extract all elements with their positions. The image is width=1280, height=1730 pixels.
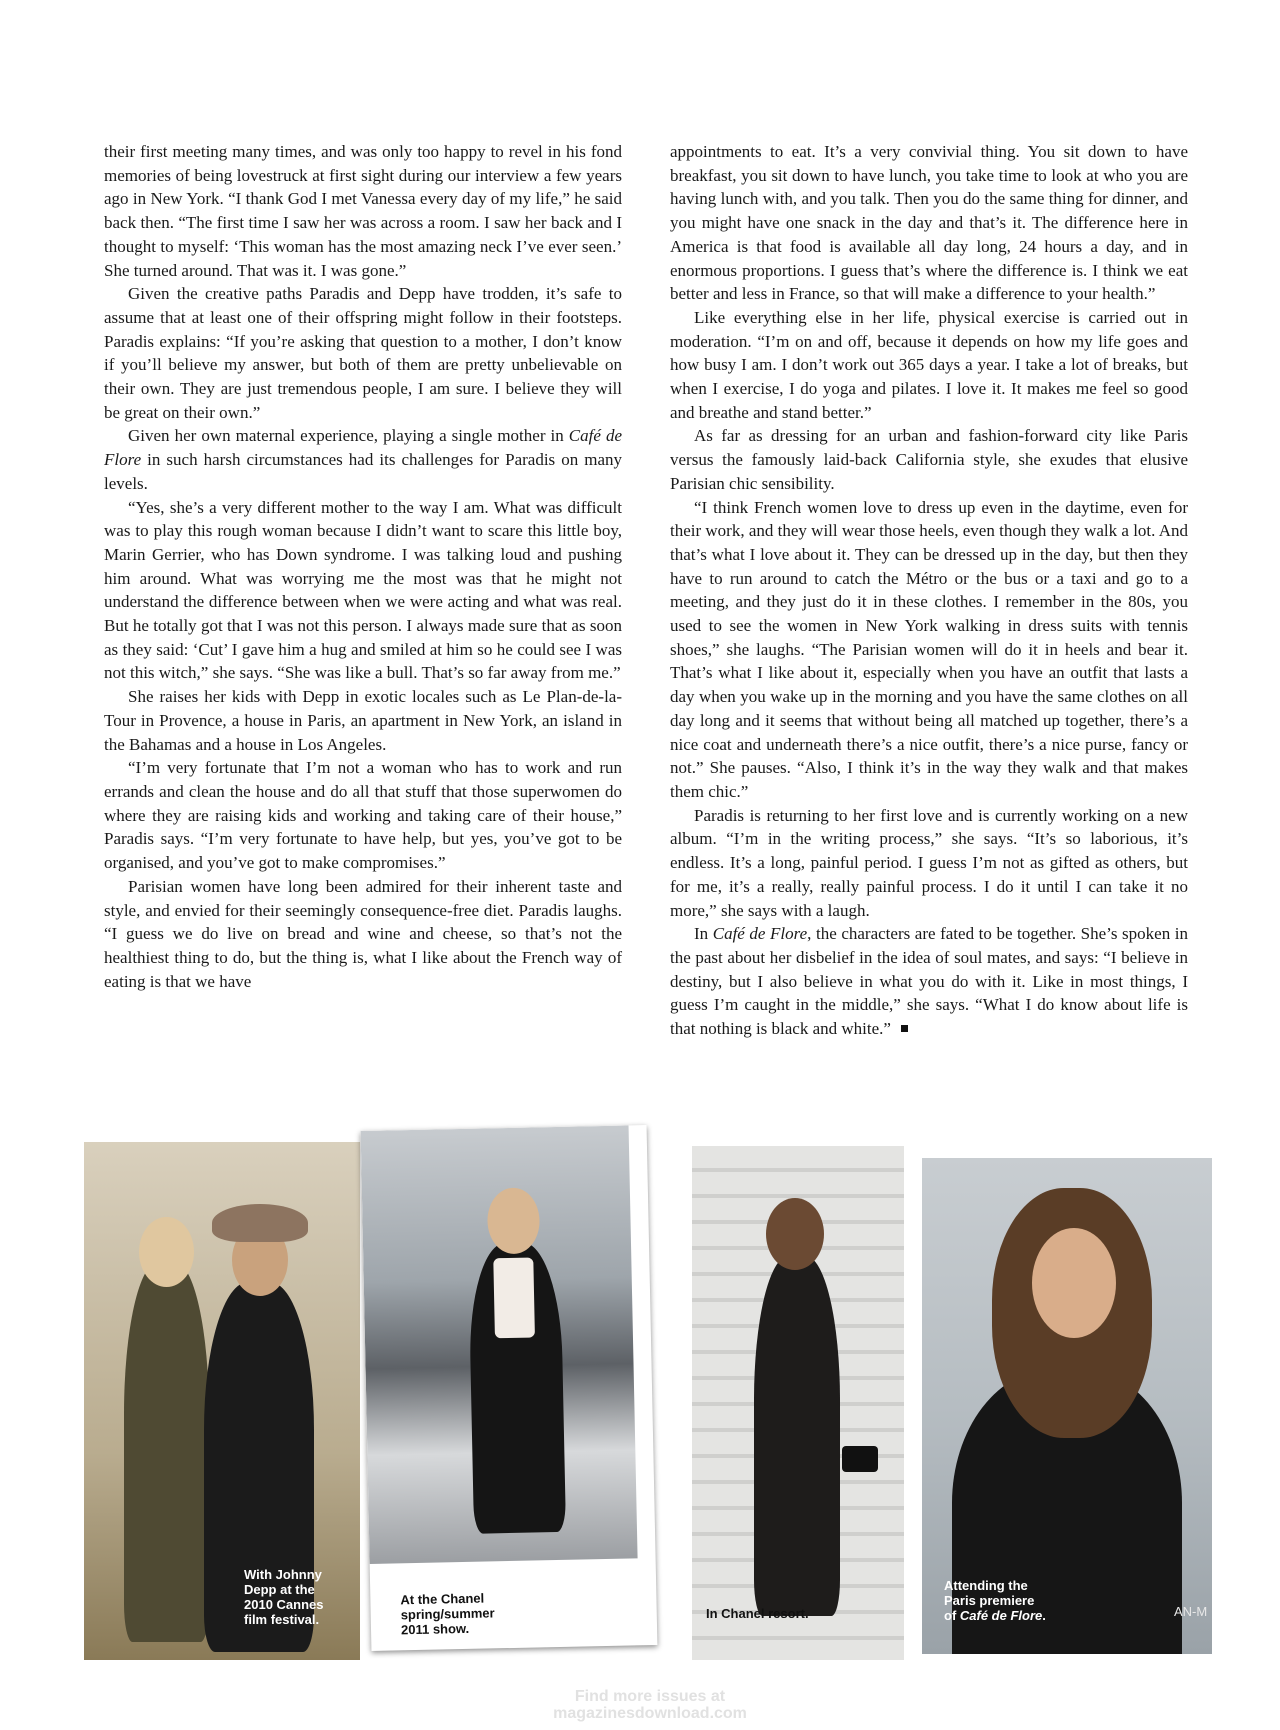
watermark: Find more issues at magazinesdownload.com bbox=[553, 1688, 747, 1722]
article-paragraph: Given her own maternal experience, playing a single mother in Café de Flore in such harsh circumstances had its challenges for Paradis on many levels. bbox=[104, 426, 622, 493]
article-paragraph-final bbox=[670, 922, 1188, 1041]
caption-resort: In Chanel resort. bbox=[706, 1606, 809, 1621]
article-paragraph: Given the creative paths Paradis and Depp have trodden, it’s safe to assume that at least one of their offspring might follow in their footsteps. Paradis explains: “If you’re asking that question to a mother, I don’t know if you’ll believe my answer, but both of them are pretty unbelievable on their own. They are just tremendous people, I am sure. I believe they will be great on their own.” bbox=[104, 284, 622, 422]
photo-cannes bbox=[84, 1142, 360, 1660]
final-paragraph-text: In Café de Flore, the characters are fated to be together. She’s spoken in the past about her disbelief in the idea of soul mates, and says: “I believe in destiny, but I also believe in what you do with it. Like in most things, I guess I’m caught in the middle,” she says. “What I do know about life is that nothing is black and white.” bbox=[670, 924, 1188, 1039]
article-paragraph: Like everything else in her life, physical exercise is carried out in moderation. “I’m on and off, because it depends on how my life goes and how busy I am. I don’t work out 365 days a year. I take a lot of breaks, but when I exercise, I do yoga and pilates. I love it. It makes me feel so good and breathe and stand better.” bbox=[670, 307, 1188, 422]
article-paragraph: appointments to eat. It’s a very convivial thing. You sit down to have breakfast, you sit down to have lunch, you take time to look at who you are having lunch with, and you talk. Then you do the same thing for dinner, and you might have one snack in the day and that’s it. The difference here in America is that food is available all day long, 24 hours a day, and in enormous proportions. I guess that’s where the difference is. I think we eat better and less in France, so that will make a difference to your health.” bbox=[670, 142, 1188, 304]
background-sign-text: AN-M bbox=[1174, 1604, 1208, 1619]
article-paragraph: “I’m very fortunate that I’m not a woman who has to work and run errands and clean the house and do all that stuff that those superwomen do where they are raising kids and working and taking care of their house,” Paradis says. “I’m very fortunate to have help, but yes, you’ve got to be organised, and you’ve got to make compromises.” bbox=[104, 758, 622, 873]
article-paragraph: She raises her kids with Depp in exotic locales such as Le Plan-de-la-Tour in Provence, a house in Paris, an apartment in New York, an island in the Bahamas and a house in Los Angeles. bbox=[104, 687, 622, 754]
figure-woman-black-dress bbox=[754, 1256, 840, 1616]
article-paragraph: As far as dressing for an urban and fashion-forward city like Paris versus the famously laid-back California style, she exudes that elusive Parisian chic sensibility. bbox=[670, 426, 1188, 493]
article-paragraph: their first meeting many times, and was only too happy to revel in his fond memories of being lovestruck at first sight during our interview a few years ago in New York. “I thank God I met Vanessa every day of my life,” he said back then. “The first time I saw her was across a room. I saw her back and I thought to myself: ‘This woman has the most amazing neck I’ve ever seen.’ She turned around. That was it. I was gone.” bbox=[104, 142, 622, 280]
figure-man-hat bbox=[212, 1204, 308, 1242]
figure-woman-head bbox=[766, 1198, 824, 1270]
figure-woman-face bbox=[1032, 1228, 1116, 1338]
figure-woman-head bbox=[139, 1217, 194, 1287]
caption-premiere: Attending the Paris premiere of Café de Flore. bbox=[944, 1578, 1046, 1623]
caption-cannes: With Johnny Depp at the 2010 Cannes film festival. bbox=[244, 1567, 324, 1627]
photo-chanel-show bbox=[361, 1125, 658, 1651]
chanel-bag-icon bbox=[842, 1446, 878, 1472]
photo-paris-premiere bbox=[922, 1158, 1212, 1654]
article-column-left bbox=[104, 140, 622, 993]
article-paragraph: “I think French women love to dress up even in the daytime, even for their work, and they will wear those heels, even though they walk a lot. And that’s what I love about it. They can be dressed up in the day, but then they have to run around to catch the Métro or the bus or a taxi and go to a meeting, and they just do it in these clothes. I remember in the 80s, you used to see the women in New York walking in dress suits with tennis shoes,” she laughs. “The Parisian women will do it in heels and bear it. That’s what I like about it, especially when you have an outfit that lasts a day when you wake up in the morning and you have the same clothes on all day long and it seems that without being all matched up together, there’s a nice coat and underneath there’s a nice outfit, there’s a nice purse, fancy or not.” She pauses. “Also, I think it’s in the way they walk and that makes them chic.” bbox=[670, 497, 1188, 801]
article-paragraph: “Yes, she’s a very different mother to the way I am. What was difficult was to play this rough woman because I didn’t want to scare this little boy, Marin Gerrier, who has Down syndrome. I was talking loud and pushing him around. What was worrying me the most was that he might not understand the difference between when we were acting and what was real. But he totally got that I was not this person. I always made sure that as soon as they said: ‘Cut’ I gave him a hug and smiled at him so he could see I was not this witch,” she says. “She was like a bull. That’s so far away from me.” bbox=[104, 497, 622, 683]
figure-woman bbox=[124, 1262, 209, 1642]
figure-white-blouse bbox=[493, 1257, 535, 1338]
article-paragraph: Parisian women have long been admired for their inherent taste and style, and envied for their seemingly consequence-free diet. Paradis laughs. “I guess we do live on bread and wine and cheese, so that’s not the healthiest thing to do, but the thing is, what I like about the French way of eating is that we have bbox=[104, 876, 622, 991]
article-column-right bbox=[670, 140, 1188, 1041]
article-paragraph: Paradis is returning to her first love and is currently working on a new album. “I’m in the writing process,” she says. “It’s so laborious, it’s endless. It’s a long, painful period. I guess I’m not as gifted as others, but for me, it’s a really, really painful process. I do it until I can take it no more,” she says with a laugh. bbox=[670, 805, 1188, 920]
caption-chanel-show: At the Chanel spring/summer 2011 show. bbox=[400, 1590, 495, 1638]
end-mark-icon bbox=[901, 1025, 908, 1032]
photo-chanel-resort bbox=[692, 1146, 904, 1660]
